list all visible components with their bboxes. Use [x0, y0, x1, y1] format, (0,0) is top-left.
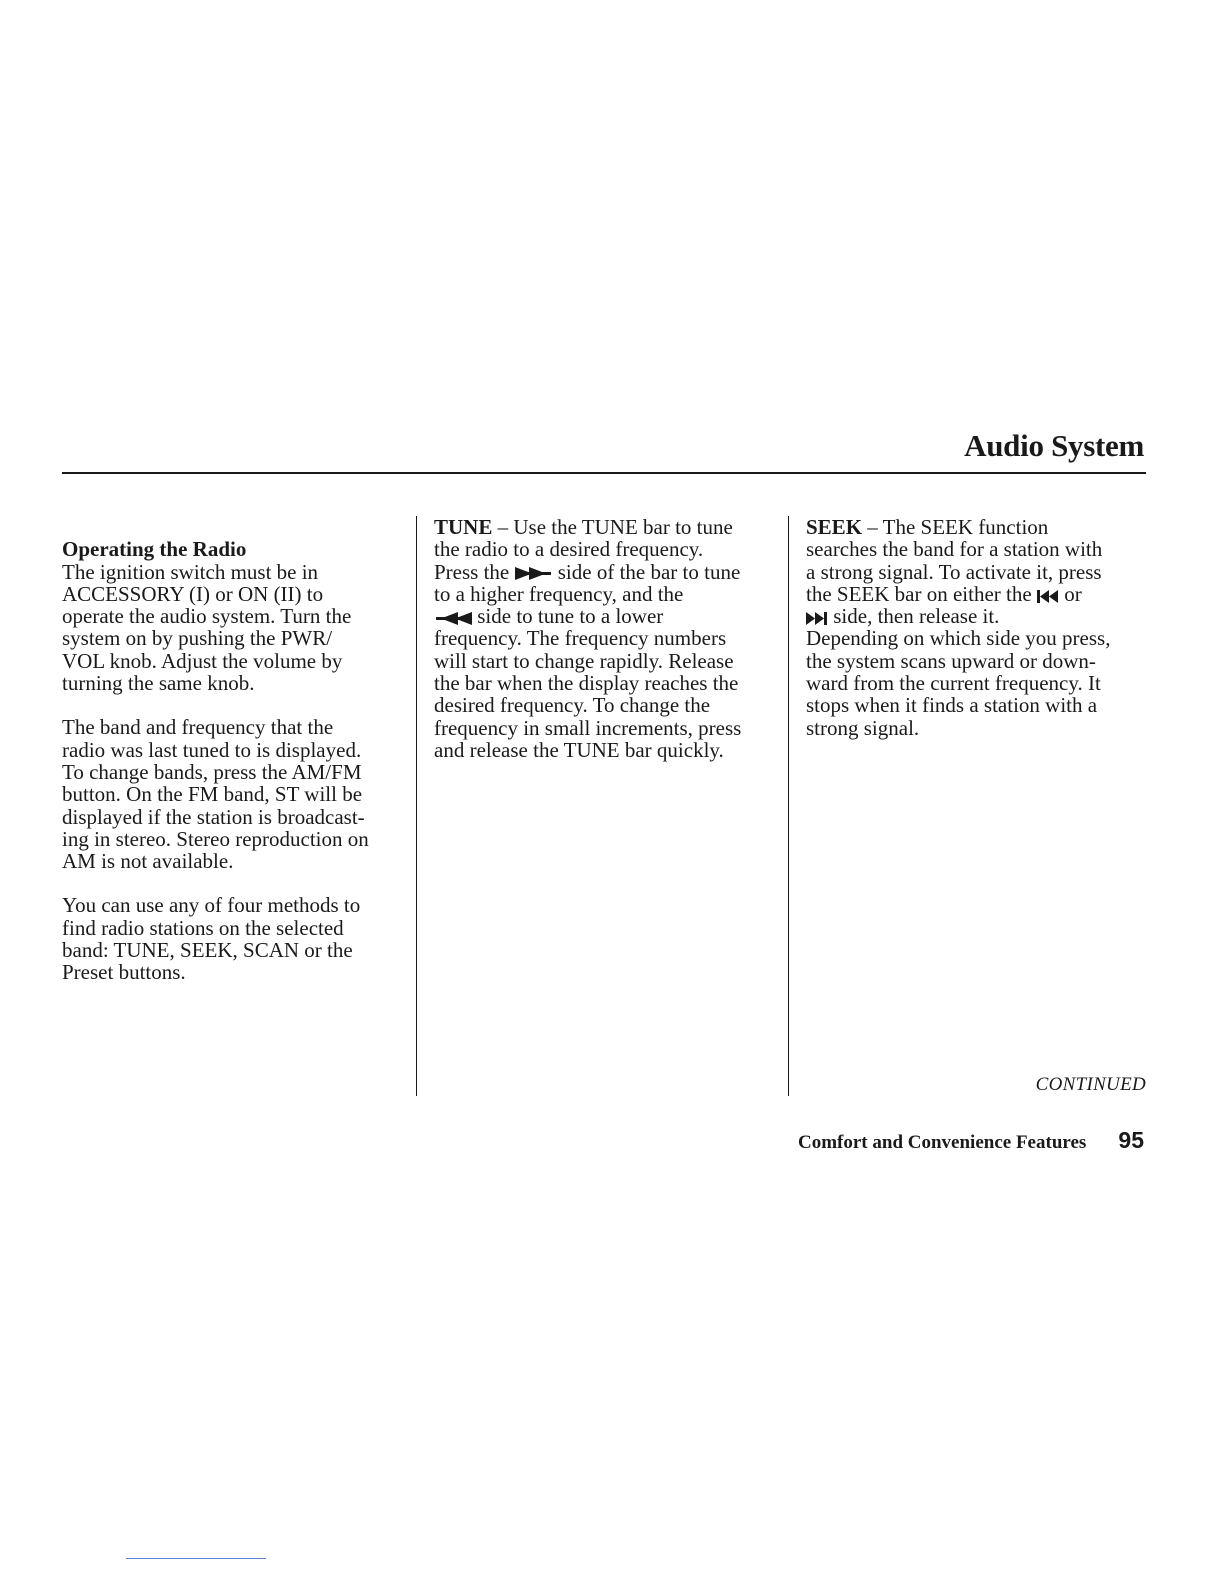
paragraph-methods: You can use any of four methods to find radio stations on the selected band: TUNE, SEEK, SCAN or the Preset buttons.: [62, 893, 361, 985]
bottom-mark: [126, 1558, 266, 1559]
continued-label: CONTINUED: [1035, 1074, 1146, 1095]
page-number: 95: [1118, 1127, 1144, 1153]
dash: –: [862, 515, 883, 539]
tune-text-1: Use the TUNE bar to tune the radio to a desired frequency. Press the: [434, 515, 733, 584]
subheading-operating-radio: Operating the Radio: [62, 537, 247, 562]
chapter-label: Comfort and Convenience Features: [798, 1132, 1087, 1153]
skip-back-icon: [1037, 590, 1059, 603]
seek-text-3: side, then release it. Depending on which side you press, the system scans upward or down- ward from the current frequency. It stops when it finds a station with a strong signal.: [806, 604, 1111, 740]
tune-text-3: side to tune to a lower frequency. The frequency numbers will start to change rapidly. Release the bar when the display reaches the desired frequency. To change the frequency in small increments, press and release the TUNE bar quickly.: [434, 604, 742, 762]
term-tune: TUNE: [434, 515, 493, 539]
paragraph-band-frequency: The band and frequency that the radio was last tuned to is displayed. To change bands, press the AM/FM button. On the FM band, ST will be displayed if the station is broadcast- ing in stereo. Stereo reproduction on AM is not available.: [62, 715, 369, 874]
dash: –: [492, 515, 514, 539]
tune-text-2: side of the bar to tune to a higher frequency, and the: [434, 559, 741, 606]
column-divider-1: [416, 516, 417, 1096]
column-divider-2: [788, 516, 789, 1096]
fast-forward-icon: [515, 567, 553, 580]
column-operating-radio: [62, 516, 407, 1006]
column-tune: [434, 516, 779, 783]
header-rule: [62, 472, 1146, 474]
rewind-icon: [434, 612, 472, 625]
seek-text-2: or: [1064, 581, 1082, 606]
seek-text-1: The SEEK function searches the band for a station with a strong signal. To activate it, press the SEEK bar on either the: [806, 515, 1103, 606]
skip-forward-icon: [806, 612, 828, 625]
section-title: Audio System: [964, 428, 1144, 463]
paragraph-ignition: The ignition switch must be in ACCESSORY (I) or ON (II) to operate the audio system. Turn the system on by pushing the PWR/ VOL knob. Adjust the volume by turning the same knob.: [62, 559, 352, 696]
term-seek: SEEK: [806, 515, 863, 539]
column-seek: [806, 516, 1151, 761]
